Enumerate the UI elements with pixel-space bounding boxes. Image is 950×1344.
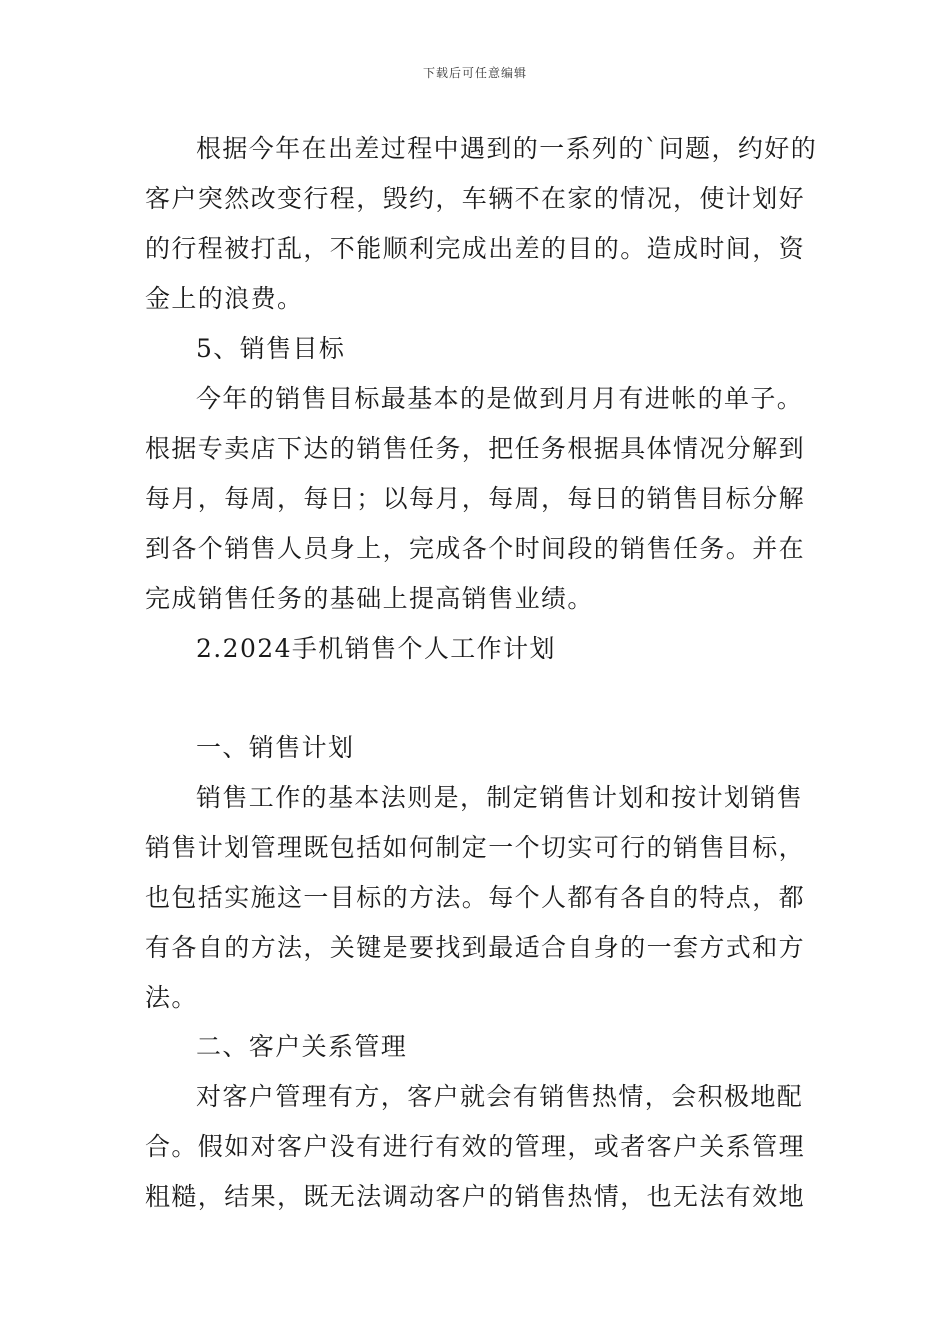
paragraph-line: 法。	[145, 983, 198, 1012]
paragraph-line: 完成销售任务的基础上提高销售业绩。	[145, 584, 594, 613]
paragraph-line: 客户突然改变行程，毁约，车辆不在家的情况，使计划好	[145, 184, 806, 213]
section-heading: 二、客户关系管理	[196, 1032, 408, 1061]
paragraph-line: 对客户管理有方，客户就会有销售热情，会积极地配	[196, 1082, 804, 1111]
paragraph-line: 今年的销售目标最基本的是做到月月有进帐的单子。	[196, 384, 804, 413]
paragraph-line: 根据今年在出差过程中遇到的一系列的`问题，约好的	[196, 134, 818, 163]
header-note: 下载后可任意编辑	[422, 66, 527, 80]
paragraph-line: 到各个销售人员身上，完成各个时间段的销售任务。并在	[145, 534, 806, 563]
paragraph-line: 的行程被打乱，不能顺利完成出差的目的。造成时间，资	[145, 234, 806, 263]
document-title: 2.2024手机销售个人工作计划	[196, 634, 556, 663]
paragraph-line: 每月，每周，每日；以每月，每周，每日的销售目标分解	[145, 484, 806, 513]
paragraph-line: 合。假如对客户没有进行有效的管理，或者客户关系管理	[145, 1132, 806, 1161]
paragraph-line: 根据专卖店下达的销售任务，把任务根据具体情况分解到	[145, 434, 806, 463]
section-heading: 一、销售计划	[196, 733, 355, 762]
paragraph-line: 销售工作的基本法则是，制定销售计划和按计划销售	[196, 783, 804, 812]
paragraph-line: 粗糙，结果，既无法调动客户的销售热情，也无法有效地	[145, 1182, 806, 1211]
section-heading: 5、销售目标	[196, 334, 346, 363]
paragraph-line: 金上的浪费。	[145, 284, 304, 313]
paragraph-line: 也包括实施这一目标的方法。每个人都有各自的特点，都	[145, 883, 806, 912]
paragraph-line: 销售计划管理既包括如何制定一个切实可行的销售目标，	[145, 833, 806, 862]
paragraph-line: 有各自的方法，关键是要找到最适合自身的一套方式和方	[145, 933, 806, 962]
